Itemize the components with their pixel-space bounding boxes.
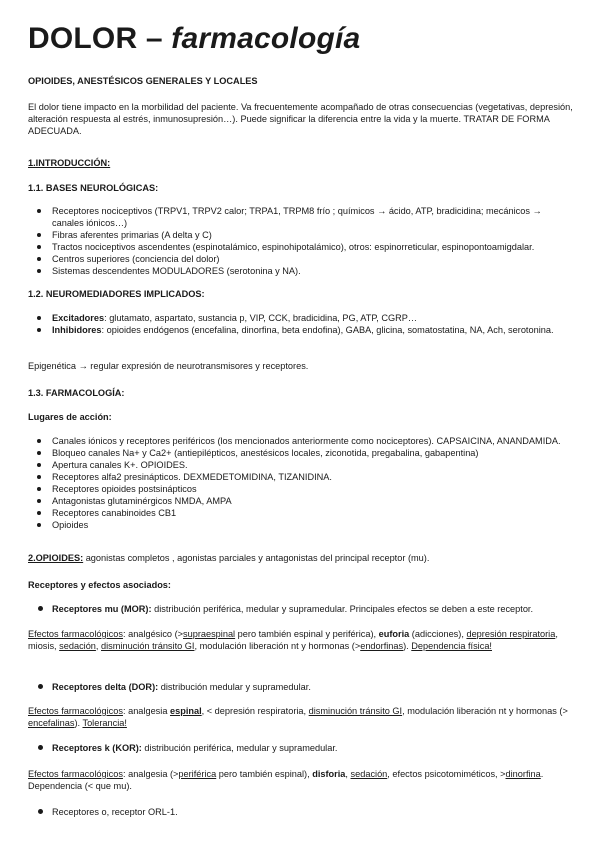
list-item: Bloqueo canales Na+ y Ca2+ (antiepilépticos, anestésicos locales, ziconotida, pregabalina, gabapentina): [28, 447, 574, 459]
epigenetica-paragraph: Epigenética → regular expresión de neurotransmisores y receptores.: [28, 361, 309, 371]
delta-receptor-list: [28, 681, 574, 693]
list-item: Receptores nociceptivos (TRPV1, TRPV2 calor; TRPA1, TRPM8 frío ; químicos → ácido, ATP, bradicidina; mecánicos → canales iónicos…): [28, 205, 574, 229]
section-1-1-list: [28, 205, 574, 277]
page-title: DOLOR – farmacología: [28, 22, 361, 55]
section-1-3-heading: 1.3. FARMACOLOGÍA:: [28, 388, 125, 398]
mu-receptor-list: [28, 603, 574, 615]
list-item-kappa: Receptores k (KOR): distribución periférica, medular y supramedular.: [28, 742, 574, 754]
list-item-delta: Receptores delta (DOR): distribución medular y supramedular.: [28, 681, 574, 693]
section-1-1-heading: 1.1. BASES NEUROLÓGICAS:: [28, 183, 159, 193]
kappa-effects-paragraph: Efectos farmacológicos: analgesia (>periférica pero también espinal), disforia, sedación, efectos psicotomiméticos, >dinorfina. Dependencia (< que mu).: [28, 769, 544, 791]
receptores-heading: Receptores y efectos asociados:: [28, 580, 171, 590]
lugares-heading: Lugares de acción:: [28, 412, 112, 422]
list-item: Receptores alfa2 presinápticos. DEXMEDETOMIDINA, TIZANIDINA.: [28, 471, 574, 483]
section-1-heading: 1.INTRODUCCIÓN:: [28, 158, 111, 168]
list-item: Receptores canabinoides CB1: [28, 507, 574, 519]
list-item-mu: Receptores mu (MOR): distribución periférica, medular y supramedular. Principales efectos se deben a este receptor.: [28, 603, 574, 615]
list-item: Apertura canales K+. OPIOIDES.: [28, 459, 574, 471]
list-item: Opioides: [28, 519, 574, 531]
list-item: Tractos nociceptivos ascendentes (espinotalámico, espinohipotalámico), otros: espinorreticular, espinopontoamigdalar.: [28, 241, 574, 253]
list-item: Antagonistas glutaminérgicos NMDA, AMPA: [28, 495, 574, 507]
mu-effects-paragraph: Efectos farmacológicos: analgésico (>supraespinal pero también espinal y periférica), euforia (adicciones), depresión respiratoria, miosis, sedación, disminución tránsito GI, modulación liberación nt y hormonas (>endorfinas). Dependencia física!: [28, 629, 558, 651]
orl-receptor-list: [28, 806, 574, 818]
list-item-excitadores: Excitadores: glutamato, aspartato, sustancia p, VIP, CCK, bradicidina, PG, ATP, CGRP…: [28, 312, 574, 324]
list-item: Centros superiores (conciencia del dolor): [28, 253, 574, 265]
list-item: Sistemas descendentes MODULADORES (serotonina y NA).: [28, 265, 574, 277]
list-item: Fibras aferentes primarias (A delta y C): [28, 229, 574, 241]
section-2-paragraph: 2.OPIOIDES: agonistas completos , agonistas parciales y antagonistas del principal receptor (mu).: [28, 553, 430, 563]
list-item: Canales iónicos y receptores periféricos (los mencionados anteriormente como nociceptores). CAPSAICINA, ANANDAMIDA.: [28, 435, 574, 447]
list-item: Receptores opioides postsinápticos: [28, 483, 574, 495]
lugares-list: [28, 435, 574, 531]
delta-effects-paragraph: Efectos farmacológicos: analgesia espinal, < depresión respiratoria, disminución tránsito GI, modulación liberación nt y hormonas (> encefalinas). Tolerancia!: [28, 706, 568, 728]
section-1-2-heading: 1.2. NEUROMEDIADORES IMPLICADOS:: [28, 289, 205, 299]
list-item-orl: Receptores o, receptor ORL-1.: [28, 806, 574, 818]
kappa-receptor-list: [28, 742, 574, 754]
list-item-inhibidores: Inhibidores: opioides endógenos (encefalina, dinorfina, beta endofina), GABA, glicina, somatostatina, NA, Ach, serotonina.: [28, 324, 574, 336]
section-1-2-list: [28, 312, 574, 336]
section-2-heading: 2.OPIOIDES:: [28, 553, 84, 563]
document-subtitle: OPIOIDES, ANESTÉSICOS GENERALES Y LOCALES: [28, 76, 258, 86]
intro-paragraph: El dolor tiene impacto en la morbilidad del paciente. Va frecuentemente acompañado de otras consecuencias (vegetativas, depresión, alteración respuesta al estrés, inmunosupresión…). Puede significar la diferencia entre la vida y la muerte. TRATAR DE FORMA ADECUADA.: [28, 102, 573, 136]
